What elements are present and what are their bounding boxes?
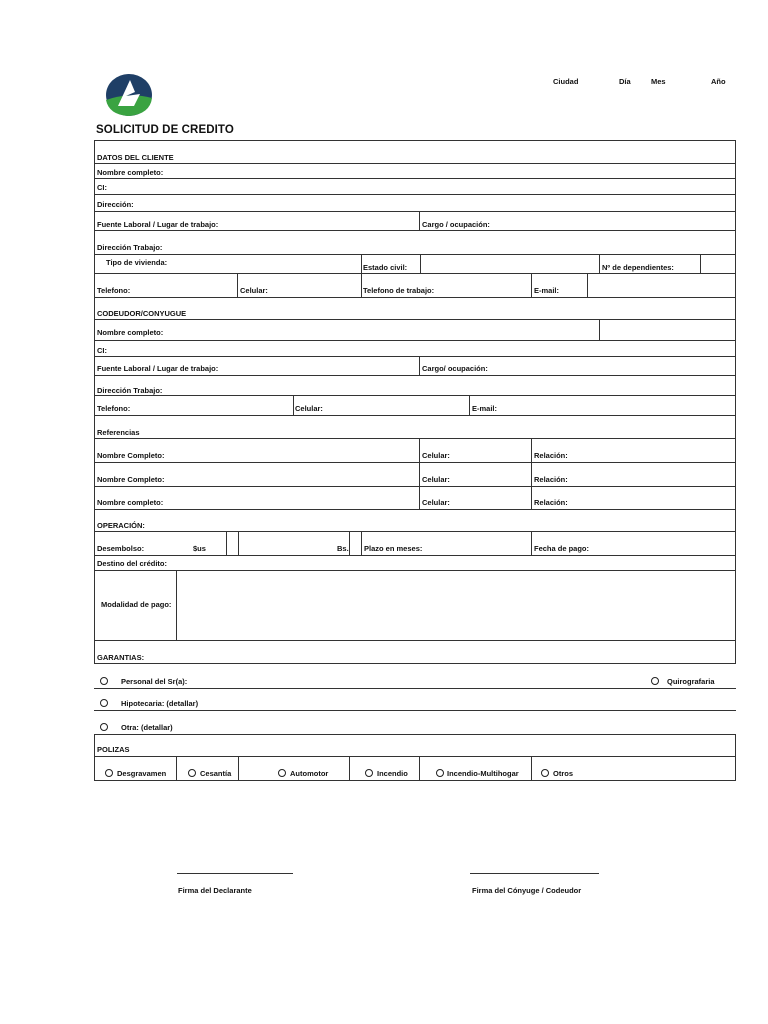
company-logo-icon bbox=[104, 72, 154, 118]
desembolso-label: Desembolso: bbox=[97, 544, 145, 553]
section-garantias: GARANTIAS: bbox=[97, 653, 145, 662]
bs-label: Bs. bbox=[337, 544, 349, 553]
firma-declarante-line bbox=[177, 873, 293, 874]
section-datos-cliente: DATOS DEL CLIENTE bbox=[97, 153, 174, 162]
ciudad-label: Ciudad bbox=[553, 77, 579, 86]
section-codeudor: CODEUDOR/CONYUGUE bbox=[97, 309, 187, 318]
ref-2-celular-label: Celular: bbox=[422, 475, 450, 484]
firma-conyuge-line bbox=[470, 873, 599, 874]
codeudor-telefono-label: Telefono: bbox=[97, 404, 131, 413]
section-operacion: OPERACIÓN: bbox=[97, 521, 145, 530]
firma-conyuge-label: Firma del Cónyuge / Codeudor bbox=[472, 886, 582, 895]
poliza-automotor-label: Automotor bbox=[290, 769, 329, 778]
codeudor-nombre-label: Nombre completo: bbox=[97, 328, 164, 337]
ref-2-nombre-label: Nombre Completo: bbox=[97, 475, 165, 484]
ref-3-nombre-label: Nombre completo: bbox=[97, 498, 164, 507]
main-form-frame bbox=[94, 140, 736, 664]
codeudor-direccion-trabajo-label: Dirección Trabajo: bbox=[97, 386, 163, 395]
codeudor-email-label: E-mail: bbox=[472, 404, 498, 413]
sus-label: $us bbox=[193, 544, 206, 553]
ref-1-celular-label: Celular: bbox=[422, 451, 450, 460]
codeudor-ci-label: CI: bbox=[97, 346, 107, 355]
plazo-label: Plazo en meses: bbox=[364, 544, 423, 553]
cliente-telefono-label: Telefono: bbox=[97, 286, 131, 295]
codeudor-cargo-label: Cargo/ ocupación: bbox=[422, 364, 488, 373]
cliente-ci-label: CI: bbox=[97, 183, 107, 192]
ref-2-relacion-label: Relación: bbox=[534, 475, 568, 484]
destino-label: Destino del crédito: bbox=[97, 559, 168, 568]
cliente-tipo-vivienda-label: Tipo de vivienda: bbox=[106, 258, 168, 267]
poliza-otros-label: Otros bbox=[553, 769, 574, 778]
firma-declarante-label: Firma del Declarante bbox=[178, 886, 252, 895]
modalidad-label: Modalidad de pago: bbox=[101, 600, 172, 609]
section-polizas: POLIZAS bbox=[97, 745, 130, 754]
garantia-quirografaria-label: Quirografaria bbox=[667, 677, 715, 686]
poliza-incendio-multihogar-radio[interactable] bbox=[436, 769, 444, 777]
dia-label: Día bbox=[619, 77, 631, 86]
ref-1-relacion-label: Relación: bbox=[534, 451, 568, 460]
cliente-cargo-label: Cargo / ocupación: bbox=[422, 220, 490, 229]
form-title: SOLICITUD DE CREDITO bbox=[96, 124, 234, 136]
ref-1-nombre-label: Nombre Completo: bbox=[97, 451, 165, 460]
poliza-cesantia-label: Cesantía bbox=[200, 769, 232, 778]
cliente-email-label: E-mail: bbox=[534, 286, 560, 295]
mes-label: Mes bbox=[651, 77, 666, 86]
garantia-quirografaria-radio[interactable] bbox=[651, 677, 659, 685]
garantia-hipotecaria-label: Hipotecaria: (detallar) bbox=[121, 699, 199, 708]
cliente-direccion-label: Dirección: bbox=[97, 200, 134, 209]
cliente-dependientes-label: Nº de dependientes: bbox=[602, 263, 674, 272]
anio-label: Año bbox=[711, 77, 726, 86]
garantia-personal-label: Personal del Sr(a): bbox=[121, 677, 188, 686]
poliza-cesantia-radio[interactable] bbox=[188, 769, 196, 777]
poliza-incendio-label: Incendio bbox=[377, 769, 408, 778]
codeudor-fuente-laboral-label: Fuente Laboral / Lugar de trabajo: bbox=[97, 364, 219, 373]
garantia-hipotecaria-radio[interactable] bbox=[100, 699, 108, 707]
poliza-desgravamen-radio[interactable] bbox=[105, 769, 113, 777]
poliza-incendio-radio[interactable] bbox=[365, 769, 373, 777]
fecha-pago-label: Fecha de pago: bbox=[534, 544, 590, 553]
codeudor-celular-label: Celular: bbox=[295, 404, 323, 413]
poliza-incendio-multihogar-label: Incendio-Multihogar bbox=[447, 769, 519, 778]
garantia-otra-radio[interactable] bbox=[100, 723, 108, 731]
section-referencias: Referencias bbox=[97, 428, 140, 437]
cliente-nombre-label: Nombre completo: bbox=[97, 168, 164, 177]
cliente-estado-civil-label: Estado civil: bbox=[363, 263, 408, 272]
garantia-personal-radio[interactable] bbox=[100, 677, 108, 685]
poliza-desgravamen-label: Desgravamen bbox=[117, 769, 167, 778]
ref-3-celular-label: Celular: bbox=[422, 498, 450, 507]
ref-3-relacion-label: Relación: bbox=[534, 498, 568, 507]
cliente-celular-label: Celular: bbox=[240, 286, 268, 295]
cliente-direccion-trabajo-label: Dirección Trabajo: bbox=[97, 243, 163, 252]
cliente-telefono-trabajo-label: Telefono de trabajo: bbox=[363, 286, 435, 295]
garantia-otra-label: Otra: (detallar) bbox=[121, 723, 173, 732]
poliza-otros-radio[interactable] bbox=[541, 769, 549, 777]
cliente-fuente-laboral-label: Fuente Laboral / Lugar de trabajo: bbox=[97, 220, 219, 229]
poliza-automotor-radio[interactable] bbox=[278, 769, 286, 777]
